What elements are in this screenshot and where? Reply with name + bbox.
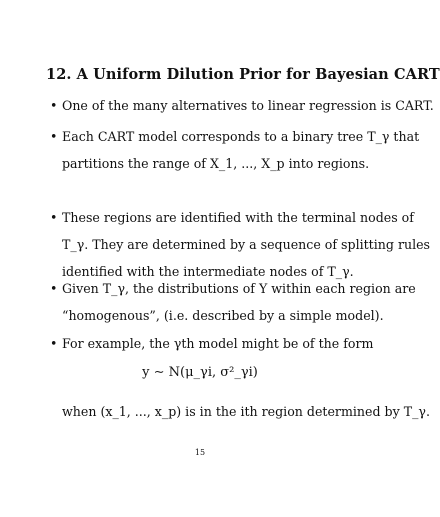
bullet-line: One of the many alternatives to linear regression is CART. xyxy=(62,98,434,113)
bullet-dot: • xyxy=(50,129,58,144)
formula-followup-line: when (x_1, ..., x_p) is in the ith region determined by T_γ. xyxy=(62,404,430,419)
bullet-line: Given T_γ, the distributions of Y within each region are xyxy=(62,281,416,296)
bullet-line: T_γ. They are determined by a sequence of splitting rules xyxy=(62,237,431,252)
bullet-dot: • xyxy=(50,98,58,113)
page-number: 15 xyxy=(194,448,206,457)
bullet-dot: • xyxy=(50,336,58,351)
bullet-dot: • xyxy=(50,281,58,296)
bullet-dot: • xyxy=(50,210,58,225)
bullet-line: Each CART model corresponds to a binary tree T_γ that xyxy=(62,129,420,144)
bullet-line: “homogenous”, (i.e. described by a simple model). xyxy=(62,308,384,323)
bullet-line: partitions the range of X_1, ..., X_p into regions. xyxy=(62,156,370,171)
bullet-line: These regions are identified with the terminal nodes of xyxy=(62,210,414,225)
display-formula: y ∼ N(μ_γi, σ²_γi) xyxy=(142,365,258,380)
bullet-line: identified with the intermediate nodes of T_γ. xyxy=(62,264,354,279)
section-title: 12. A Uniform Dilution Prior for Bayesian CART xyxy=(46,66,440,83)
bullet-line: For example, the γth model might be of the form xyxy=(62,336,374,351)
